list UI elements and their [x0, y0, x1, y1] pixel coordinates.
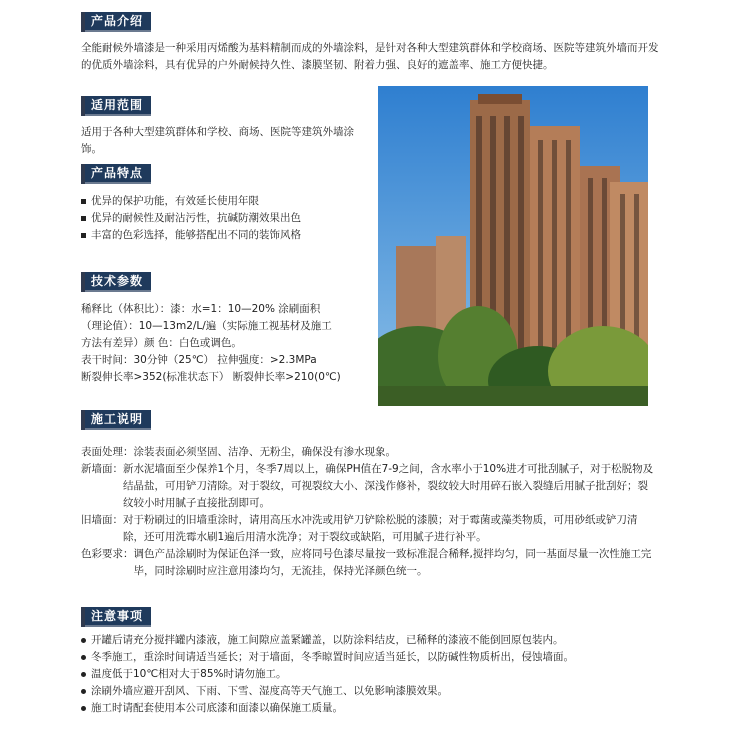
scope-text: 适用于各种大型建筑群体和学校、商场、医院等建筑外墙涂饰。: [81, 126, 354, 155]
intro-text: 全能耐候外墙漆是一种采用丙烯酸为基料精制而成的外墙涂料，是针对各种大型建筑群体和学校商场、医院等建筑外墙而开发的优质外墙涂料，具有优异的户外耐候持久性、漆膜坚韧、附着力强、良好的遮盖率、施工方便快捷。: [81, 42, 659, 71]
features-list: [81, 193, 301, 244]
tech-header: [81, 272, 151, 292]
building-photo: [378, 86, 648, 406]
bullet-icon: [81, 216, 86, 221]
tech-line: 断裂伸长率>352(标准状态下） 断裂伸长率>210(0℃): [81, 371, 341, 383]
list-item: 色彩要求： 调色产品涂刷时为保证色泽一致，应将同号色漆尽量按一致标准混合稀释,搅拌均匀，同一基面尽量一次性施工完毕，同时涂刷时应注意用漆均匀，无流挂，保持光泽颜色统一。: [81, 548, 652, 577]
bullet-icon: [81, 706, 86, 711]
construction-list: [81, 444, 656, 580]
tech-line: 表干时间：30分钟（25℃） 拉伸强度：>2.3MPa: [81, 354, 317, 366]
bullet-icon: [81, 689, 86, 694]
bullet-icon: [81, 233, 86, 238]
features-header: [81, 164, 151, 184]
list-item: 新墙面： 新水泥墙面至少保养1个月，冬季7周以上，确保PH值在7-9之间，含水率小于10%进才可批刮腻子，对于松脱物及结晶盐，可用铲刀清除。对于裂纹，可视裂纹大小、深浅作修补，裂纹较大时用碎石嵌入裂缝后用腻子批刮好；裂纹较小时用腻子直接批刮即可。: [81, 463, 654, 509]
scope-title: 适用范围: [85, 96, 151, 116]
list-item: 表面处理： 涂装表面必须坚固、洁净、无粉尘，确保没有渗水现象。: [81, 446, 396, 458]
tech-params: [81, 301, 371, 386]
tech-title: 技术参数: [85, 272, 151, 292]
notes-title: 注意事项: [85, 607, 151, 627]
tech-line: （理论值）：10—13m2/L/遍（实际施工视基材及施工: [81, 320, 332, 332]
list-item: 开罐后请充分搅拌罐内漆液，施工间隙应盖紧罐盖，以防涂料结皮，已稀释的漆液不能倒回原包装内。: [81, 632, 681, 649]
construction-header: [81, 410, 151, 430]
tech-line: 方法有差异）颜 色：白色或调色。: [81, 337, 242, 349]
bullet-icon: [81, 672, 86, 677]
list-item: 温度低于10℃相对大于85%时请勿施工。: [81, 666, 681, 683]
construction-title: 施工说明: [85, 410, 151, 430]
intro-header: [81, 12, 151, 32]
bullet-icon: [81, 655, 86, 660]
notes-header: [81, 607, 151, 627]
scope-header: [81, 96, 151, 116]
features-title: 产品特点: [85, 164, 151, 184]
list-item: 优异的耐候性及耐沾污性，抗碱防潮效果出色: [81, 210, 301, 227]
bullet-icon: [81, 199, 86, 204]
list-item: 优异的保护功能，有效延长使用年限: [81, 193, 301, 210]
tech-line: 稀释比（体积比）：漆：水=1：10—20% 涂刷面积: [81, 303, 321, 315]
notes-list: [81, 632, 681, 717]
list-item: 施工时请配套使用本公司底漆和面漆以确保施工质量。: [81, 700, 681, 717]
list-item: 冬季施工，重涂时间请适当延长；对于墙面，冬季晾置时间应适当延长，以防碱性物质析出，侵蚀墙面。: [81, 649, 681, 666]
list-item: 涂刷外墙应避开刮风、下雨、下雪、湿度高等天气施工、以免影响漆膜效果。: [81, 683, 681, 700]
intro-title: 产品介绍: [85, 12, 151, 32]
bullet-icon: [81, 638, 86, 643]
list-item: 旧墙面： 对于粉刷过的旧墙重涂时，请用高压水冲洗或用铲刀铲除松脱的漆膜；对于霉菌或藻类物质，可用砂纸或铲刀清除，还可用洗霉水刷1遍后用清水洗净；对于裂纹或缺陷，可用腻子进行补平。: [81, 514, 638, 543]
list-item: 丰富的色彩选择，能够搭配出不同的装饰风格: [81, 227, 301, 244]
